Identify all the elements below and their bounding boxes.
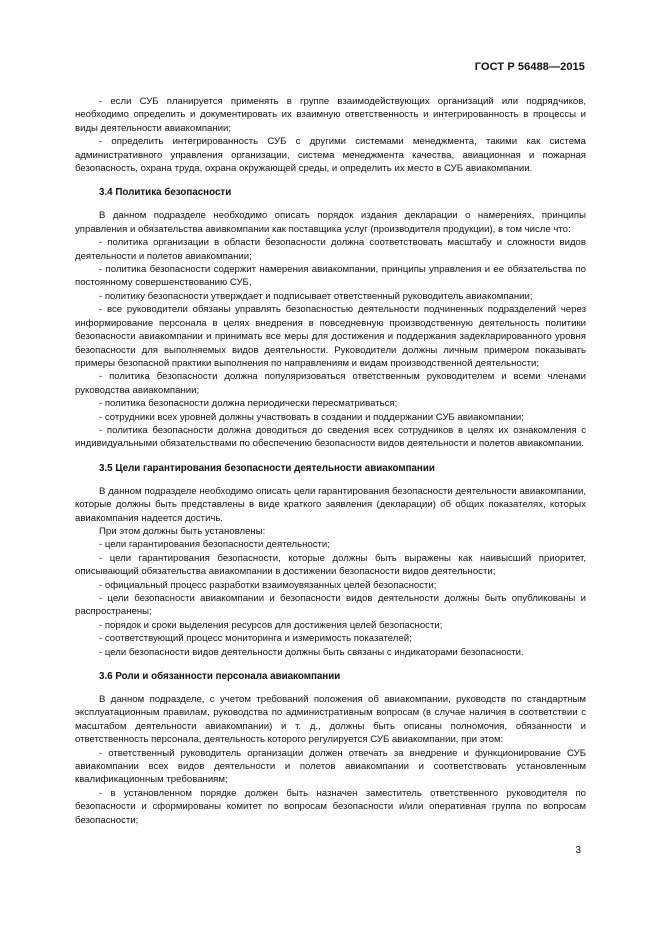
paragraph: - ответственный руководитель организации должен отвечать за внедрение и функционирование СУБ авиакомпании всех видов деятельности и полетов авиакомпании и соответствовать установленным квалификационным требованиям; <box>75 747 586 786</box>
paragraph: - цели безопасности видов деятельности должны быть связаны с индикаторами безопасности. <box>99 646 524 658</box>
document-body <box>75 95 586 827</box>
paragraph: - цели гарантирования безопасности, которые должны быть выражены как наивысший приоритет, описывающий обязательства авиакомпании в достижении безопасности видов деятельности; <box>75 552 586 578</box>
paragraph: В данном подразделе необходимо описать цели гарантирования безопасности деятельности авиакомпании, которые должны быть представлены в виде краткого заявления (декларации) об общих показателях, которых авиакомпания надеется достичь. <box>75 485 586 524</box>
paragraph: - политику безопасности утверждает и подписывает ответственный руководитель авиакомпании; <box>99 290 533 302</box>
paragraph: - определить интегрированность СУБ с другими системами менеджмента, такими как система административного управления организации, система менеджмента качества, авиационная и пожарная безопасность, охрана труда, охрана окружающей среды, и определить их место в СУБ авиакомпании. <box>75 136 586 175</box>
paragraph: - цели безопасности авиакомпании и безопасности видов деятельности должны быть опубликованы и распространены; <box>75 593 586 618</box>
paragraph: В данном подразделе, с учетом требований положения об авиакомпании, руководств по стандартным эксплуатационным правилам, руководства по административным вопросам (в случае наличия в соответствии с масштабом деятельности авиакомпании) и т. д., должны быть описаны полномочия, обязанности и ответственность персонала, деятельность которого регулируется СУБ авиакомпании, при этом: <box>75 694 586 746</box>
standard-number: ГОСТ Р 56488—2015 <box>474 61 585 73</box>
paragraph: - политика безопасности должна периодически пересматриваться; <box>99 398 398 410</box>
paragraph: - в установленном порядке должен быть назначен заместитель ответственного руководителя по безопасности и сформированы комитет по вопросам безопасности и/или оперативная группа по вопросам безопасности; <box>75 787 586 826</box>
paragraph: - если СУБ планируется применять в группе взаимодействующих организаций или подрядчиков, необходимо определить и документировать их взаимную ответственность и интегрированность в процессы и виды деятельности авиакомпании; <box>75 96 586 134</box>
paragraph: В данном подразделе необходимо описать порядок издания декларации о намерениях, принципы управления и обязательства авиакомпании как поставщика услуг (производителя продукции), в том числе что: <box>75 210 586 235</box>
section-heading-3-4: 3.4 Политика безопасности <box>99 187 232 199</box>
paragraph: При этом должны быть установлены: <box>99 525 266 537</box>
paragraph: - все руководители обязаны управлять безопасностью деятельности подчиненных подразделений через информирование персонала в целях внедрения в повседневную производственную деятельность политики безопасности авиакомпании и принимать все меры для достижения и поддержания задекларированного уровня безопасности для выполняемых видов деятельности. Руководители должны личным примером показывать примеры безопасной практики выполнения по направлениям и видам производственной деятельности; <box>75 304 586 369</box>
section-heading-3-5: 3.5 Цели гарантирования безопасности деятельности авиакомпании <box>99 462 435 474</box>
paragraph: - политика безопасности содержит намерения авиакомпании, принципы управления и ее обязательства по постоянному совершенствованию СУБ, <box>75 264 586 289</box>
paragraph: - политика организации в области безопасности должна соответствовать масштабу и сложности видов деятельности и полетов авиакомпании; <box>75 237 586 262</box>
paragraph: - цели гарантирования безопасности деятельности; <box>99 539 330 551</box>
section-heading-3-6: 3.6 Роли и обязанности персонала авиакомпании <box>99 671 341 683</box>
paragraph: - соответствующий процесс мониторинга и измеримость показателей; <box>99 633 412 645</box>
paragraph: - сотрудники всех уровней должны участвовать в создании и поддержании СУБ авиакомпании; <box>99 411 524 423</box>
paragraph: - порядок и сроки выделения ресурсов для достижения целей безопасности; <box>99 619 443 631</box>
paragraph: - политика безопасности должна популяризоваться ответственным руководителем и всеми членами руководства авиакомпании; <box>75 371 586 396</box>
paragraph: - официальный процесс разработки взаимоувязанных целей безопасности; <box>99 579 437 591</box>
page-number: 3 <box>575 845 581 856</box>
paragraph: - политика безопасности должна доводиться до сведения всех сотрудников в целях их ознакомления с индивидуальными обязательствами по обеспечению безопасности видов деятельности и полетов авиакомпании. <box>75 424 586 450</box>
